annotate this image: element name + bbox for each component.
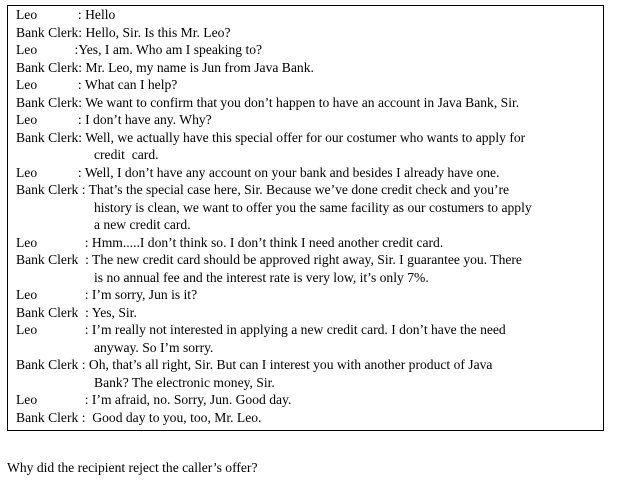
dialogue-continuation: is no annual fee and the interest rate is very low, it’s only 7%.	[94, 269, 429, 285]
dialogue-line: Leo : I’m sorry, Jun is it?	[16, 287, 198, 302]
dialogue-line: Bank Clerk : That’s the special case here, Sir. Because we’ve done credit check and you’re	[16, 182, 510, 197]
dialogue-line: Leo : Hello	[16, 7, 116, 22]
dialogue-continuation: a new credit card.	[94, 217, 191, 232]
dialogue-continuation: credit card.	[94, 147, 159, 162]
dialogue-line: Leo : What can I help?	[16, 77, 178, 92]
dialogue-line: Leo : I don’t have any. Why?	[16, 112, 212, 127]
dialogue-line: Leo : Well, I don’t have any account on your bank and besides I already have one.	[16, 164, 500, 180]
dialogue-line: Bank Clerk : Good day to you, too, Mr. Leo.	[16, 409, 262, 425]
dialogue-line: Leo : Hmm.....I don’t think so. I don’t think I need another credit card.	[16, 234, 444, 250]
dialogue-line: Bank Clerk: Hello, Sir. Is this Mr. Leo?	[16, 24, 231, 40]
dialogue-continuation: anyway. So I’m sorry.	[94, 339, 214, 355]
dialogue-continuation: history is clean, we want to offer you the same facility as our costumers to apply	[94, 199, 532, 215]
dialogue-line: Leo : I’m really not interested in applying a new credit card. I don’t have the need	[16, 322, 506, 337]
dialogue-line: Leo : I’m afraid, no. Sorry, Jun. Good day.	[16, 392, 292, 407]
dialogue-line: Bank Clerk: Mr. Leo, my name is Jun from Java Bank.	[16, 59, 314, 75]
dialogue-box	[7, 5, 604, 431]
dialogue-line: Bank Clerk: We want to confirm that you don’t happen to have an account in Java Bank, Sir.	[16, 94, 520, 110]
dialogue-continuation: Bank? The electronic money, Sir.	[94, 374, 275, 390]
dialogue-line: Bank Clerk: Well, we actually have this special offer for our costumer who wants to apply for	[16, 129, 526, 145]
dialogue-line: Bank Clerk : Yes, Sir.	[16, 304, 137, 320]
dialogue-line: Bank Clerk : Oh, that’s all right, Sir. But can I interest you with another product of Java	[16, 357, 493, 372]
question-text: Why did the recipient reject the caller’s offer?	[7, 460, 258, 475]
dialogue-line: Leo :Yes, I am. Who am I speaking to?	[16, 42, 263, 57]
dialogue-line: Bank Clerk : The new credit card should be approved right away, Sir. I guarantee you. There	[16, 252, 522, 267]
